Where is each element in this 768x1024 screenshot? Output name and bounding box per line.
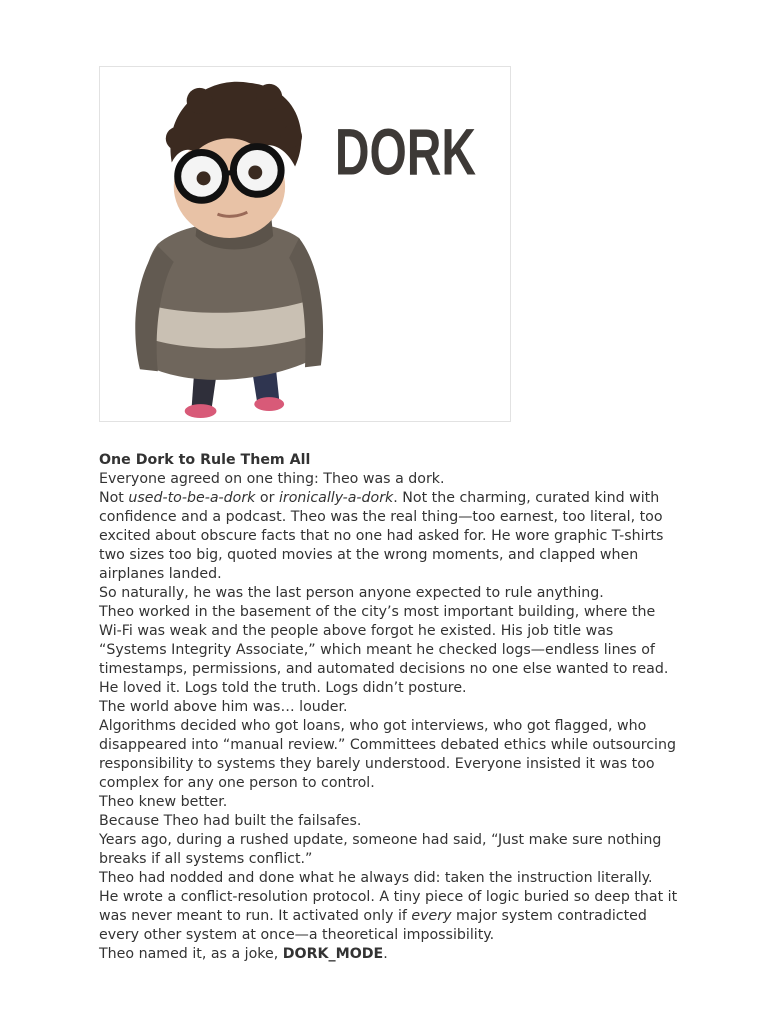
paragraph-13	[99, 945, 679, 964]
paragraph-2	[99, 489, 679, 584]
text-run-italic: ironically-a-dork	[278, 490, 394, 506]
paragraph-8: Theo knew better.	[99, 794, 228, 810]
dork-wordmark	[100, 67, 510, 421]
text-run: He wrote a conflict-resolution protocol. A tiny piece of logic buried so deep that it was never meant to run. It activated only if	[99, 889, 678, 924]
text-run: .	[383, 946, 388, 962]
text-run-italic: every	[411, 908, 452, 924]
paragraph-1: Everyone agreed on one thing: Theo was a dork.	[99, 471, 445, 487]
paragraph-10: Years ago, during a rushed update, someone had said, “Just make sure nothing breaks if all systems conflict.”	[99, 832, 662, 867]
text-run: Theo named it, as a joke,	[99, 946, 283, 962]
text-run: Not	[99, 490, 129, 506]
paragraph-3: So naturally, he was the last person anyone expected to rule anything.	[99, 585, 604, 601]
paragraph-6: The world above him was… louder.	[99, 699, 348, 715]
dork-wordmark-text: DORK	[334, 115, 477, 189]
text-run: or	[255, 490, 279, 506]
paragraph-9: Because Theo had built the failsafes.	[99, 813, 362, 829]
text-run: . Not the charming, curated kind with confidence and a podcast. Theo was the real thing—too earnest, too literal, too excited about obscure facts that no one had asked for. He wore graphic T-shirts two sizes too big, quoted movies at the wrong moments, and clapped when airplanes landed.	[99, 490, 664, 582]
text-run-italic: used-to-be-a-dork	[128, 490, 256, 506]
story-title: One Dork to Rule Them All	[99, 452, 311, 468]
story	[99, 451, 679, 964]
dork-image	[99, 66, 511, 422]
paragraph-4: Theo worked in the basement of the city’s most important building, where the Wi-Fi was weak and the people above forgot he existed. His job title was “Systems Integrity Associate,” which meant he checked logs—endless lines of timestamps, permissions, and automated decisions no one else wanted to read.	[99, 604, 669, 677]
paragraph-5: He loved it. Logs told the truth. Logs didn’t posture.	[99, 680, 467, 696]
text-run: major system contradicted every other system at once—a theoretical impossibility.	[99, 908, 647, 943]
paragraph-12	[99, 888, 679, 945]
paragraph-11: Theo had nodded and done what he always did: taken the instruction literally.	[99, 870, 653, 886]
text-run-bold: DORK_MODE	[282, 946, 384, 962]
paragraph-7: Algorithms decided who got loans, who got interviews, who got flagged, who disappeared into “manual review.” Committees debated ethics while outsourcing responsibility to systems they barely understood. Everyone insisted it was too complex for any one person to control.	[99, 718, 676, 791]
